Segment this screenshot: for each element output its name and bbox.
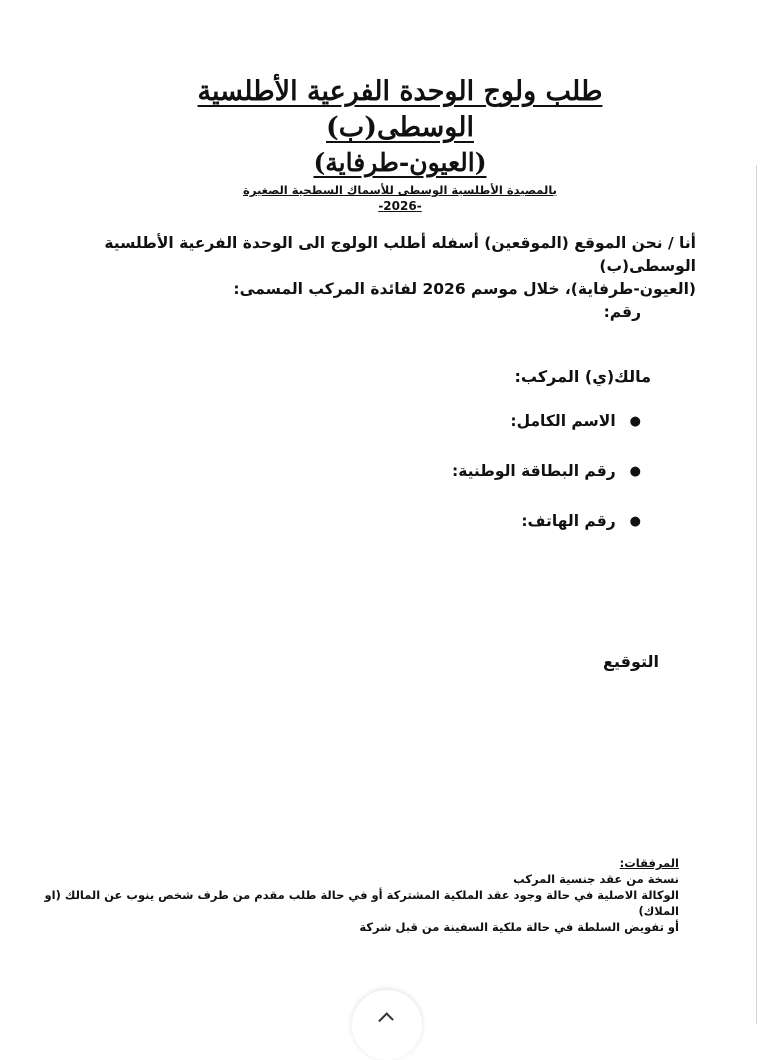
document-title: طلب ولوج الوحدة الفرعية الأطلسية الوسطى(ب): [197, 76, 603, 143]
list-item: [452, 508, 641, 534]
owner-heading: مالك(ي) المركب:: [514, 367, 651, 386]
national-id-label: رقم البطاقة الوطنية:: [452, 462, 616, 480]
bullet-icon: ●: [629, 463, 641, 479]
page-edge-divider: [756, 165, 757, 1024]
owner-fields-list: [452, 408, 641, 558]
bullet-icon: ●: [629, 513, 641, 529]
document-header: [160, 74, 640, 214]
fishery-line: بالمصيدة الأطلسية الوسطى للأسماك السطحية الصغيرة: [243, 183, 557, 197]
signature-label: التوقيع: [603, 652, 659, 671]
attachment-item: نسخة من عقد جنسية المركب: [513, 872, 679, 886]
attachment-item: الوكالة الاصلية في حالة وجود عقد الملكية المشتركة أو في حالة طلب مقدم من طرف شخص ينوب عن المالك (او الملاك): [44, 888, 679, 918]
request-line-2: (العيون-طرفاية)، خلال موسم 2026 لفائدة المركب المسمى:: [233, 280, 696, 298]
phone-label: رقم الهاتف:: [521, 512, 616, 530]
bullet-icon: ●: [629, 413, 641, 429]
vessel-number-label: رقم:: [603, 303, 641, 321]
attachments-section: [19, 855, 679, 935]
list-item: [452, 458, 641, 484]
request-line-1: أنا / نحن الموقع (الموقعين) أسفله أطلب الولوج الى الوحدة الفرعية الأطلسية الوسطى(ب): [104, 234, 696, 275]
list-item: [452, 408, 641, 434]
full-name-label: الاسم الكامل:: [510, 412, 616, 430]
document-subtitle: (العيون-طرفاية): [313, 148, 487, 177]
year-line: -2026-: [378, 199, 422, 213]
request-paragraph: [56, 232, 696, 324]
chevron-up-icon: [378, 1012, 394, 1028]
scroll-up-button[interactable]: [352, 990, 422, 1060]
attachment-item: أو تفويض السلطة في حالة ملكية السفينة من قبل شركة: [359, 920, 679, 934]
attachments-heading: المرفقات:: [619, 856, 679, 870]
